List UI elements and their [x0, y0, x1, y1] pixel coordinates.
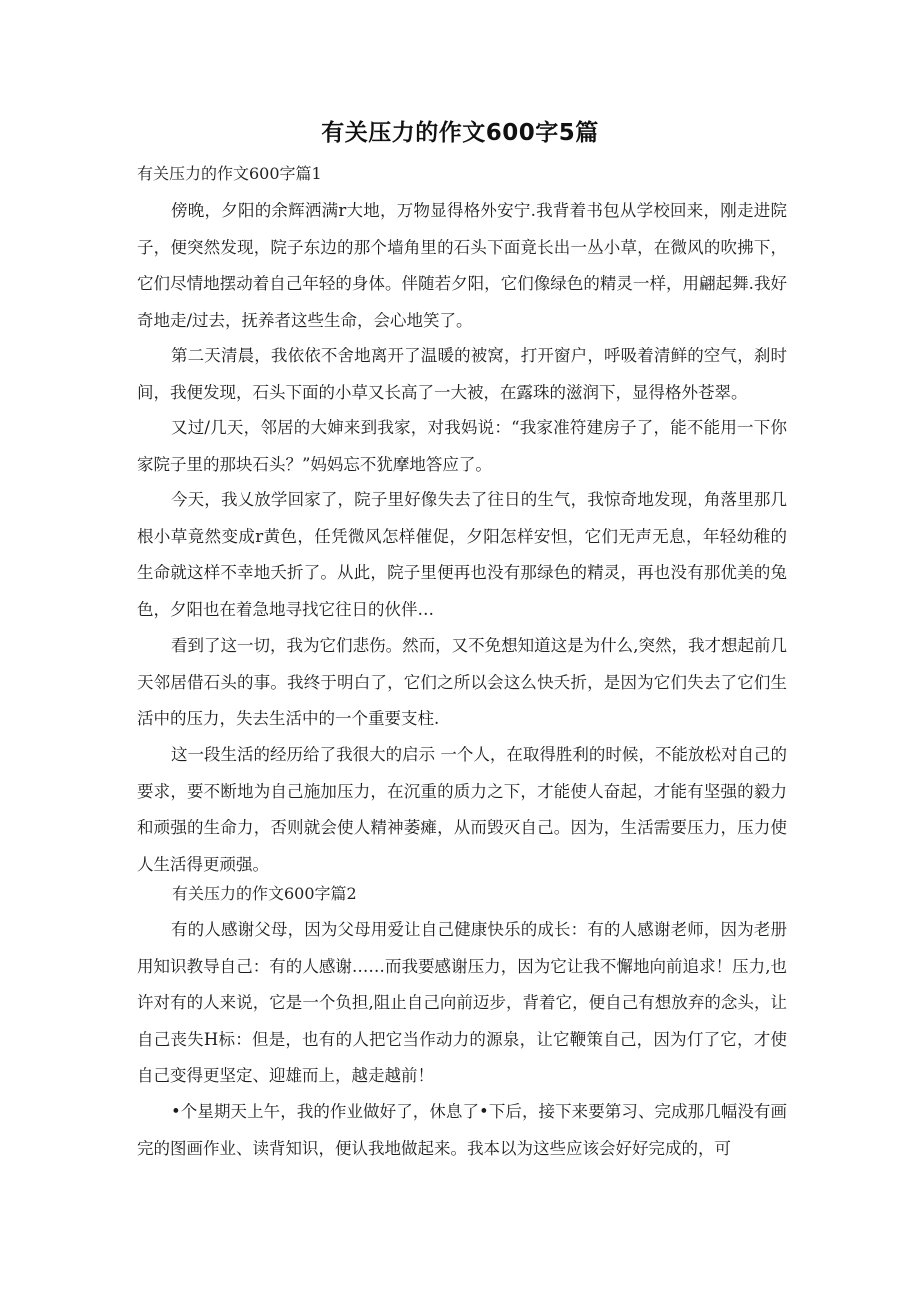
section-2-heading: 有关压力的作文600字篇2 — [172, 884, 357, 903]
section-1-paragraph-5: 看到了这一切，我为它们悲伤。然而，又不免想知道这是为什么,突然，我才想起前几天邻居借石头的事。我终于明白了，它们之所以会这么快夭折，是因为它们失去了它们生活中的压力，失去生活中的一个重要支柱. — [137, 636, 787, 728]
section-2-paragraph-1: 有的人感谢父母，因为父母用爱让自己健康快乐的成长：有的人感谢老师，因为老册用知识教导自己：有的人感谢……而我要感谢压力，因为它让我不懈地向前追求！压力,也许对有的人来说，它是一个负担,阻止自己向前迈步，背着它，便自己有想放弃的念头，让自己丧失H标：但是，也有的人把它当作动力的源泉，让它鞭策自己，因为仃了它，才使自己变得更坚定、迎雄而上，越走越前！ — [137, 920, 787, 1085]
section-2-paragraph-2: •个星期天上午，我的作业做好了，休息了•下后，接下来要第习、完成那几幅没有画完的图画作业、读背知识，便认我地做起来。我本以为这些应该会好好完成的，可 — [137, 1102, 787, 1158]
section-1-paragraph-6: 这一段生活的经历给了我很大的启示 一个人，在取得胜利的时候，不能放松对自己的要求，要不断地为自己施加压力，在沉重的质力之下，才能使人奋起，才能有坚强的毅力和顽强的生命力，否则就会使人精神萎瘫，从而毁灭自己。因为，生活需要压力，压力使人生活得更顽强。 — [137, 745, 787, 874]
section-1-paragraph-2: 第二天清晨，我依依不舍地离开了温暖的被窝，打开窗户，呼吸着清鲜的空气，刹时间，我便发现，石头下面的小草又长高了一大被，在露珠的滋润下，显得格外苍翠。 — [137, 346, 787, 402]
section-1-paragraph-3: 又过/几天，邻居的大婶来到我家，对我妈说：“我家准符建房子了，能不能用一下你家院子里的那块石头？”妈妈忘不犹摩地答应了。 — [137, 418, 787, 474]
section-1-paragraph-1: 傍晚，夕阳的余辉洒满r大地，万物显得格外安宁.我背着书包从学校回来，刚走进院子，便突然发现，院子东边的那个墙角里的石头下面竟长出一丛小草，在微风的吹拂下，它们尽情地摆动着自己年轻的身体。伴随若夕阳，它们像绿色的精灵一样，用翩起舞.我好奇地走/过去，抚养者这些生命，会心地笑了。 — [137, 201, 787, 330]
document-title: 有关压力的作文600字5篇 — [321, 120, 599, 146]
section-1-paragraph-4: 今天，我乂放学回家了，院子里好像失去了往日的生气，我惊奇地发现，角落里那几根小草竟然变成r黄色，任凭微风怎样催促，夕阳怎样安怛，它们无声无息，年轻幼稚的生命就这样不幸地夭折了。从此，院子里便再也没有那绿色的精灵，再也没有那优美的兔色，夕阳也在着急地寻找它往日的伙伴… — [137, 490, 787, 619]
section-1-heading: 有关压力的作文600字篇1 — [137, 164, 322, 183]
